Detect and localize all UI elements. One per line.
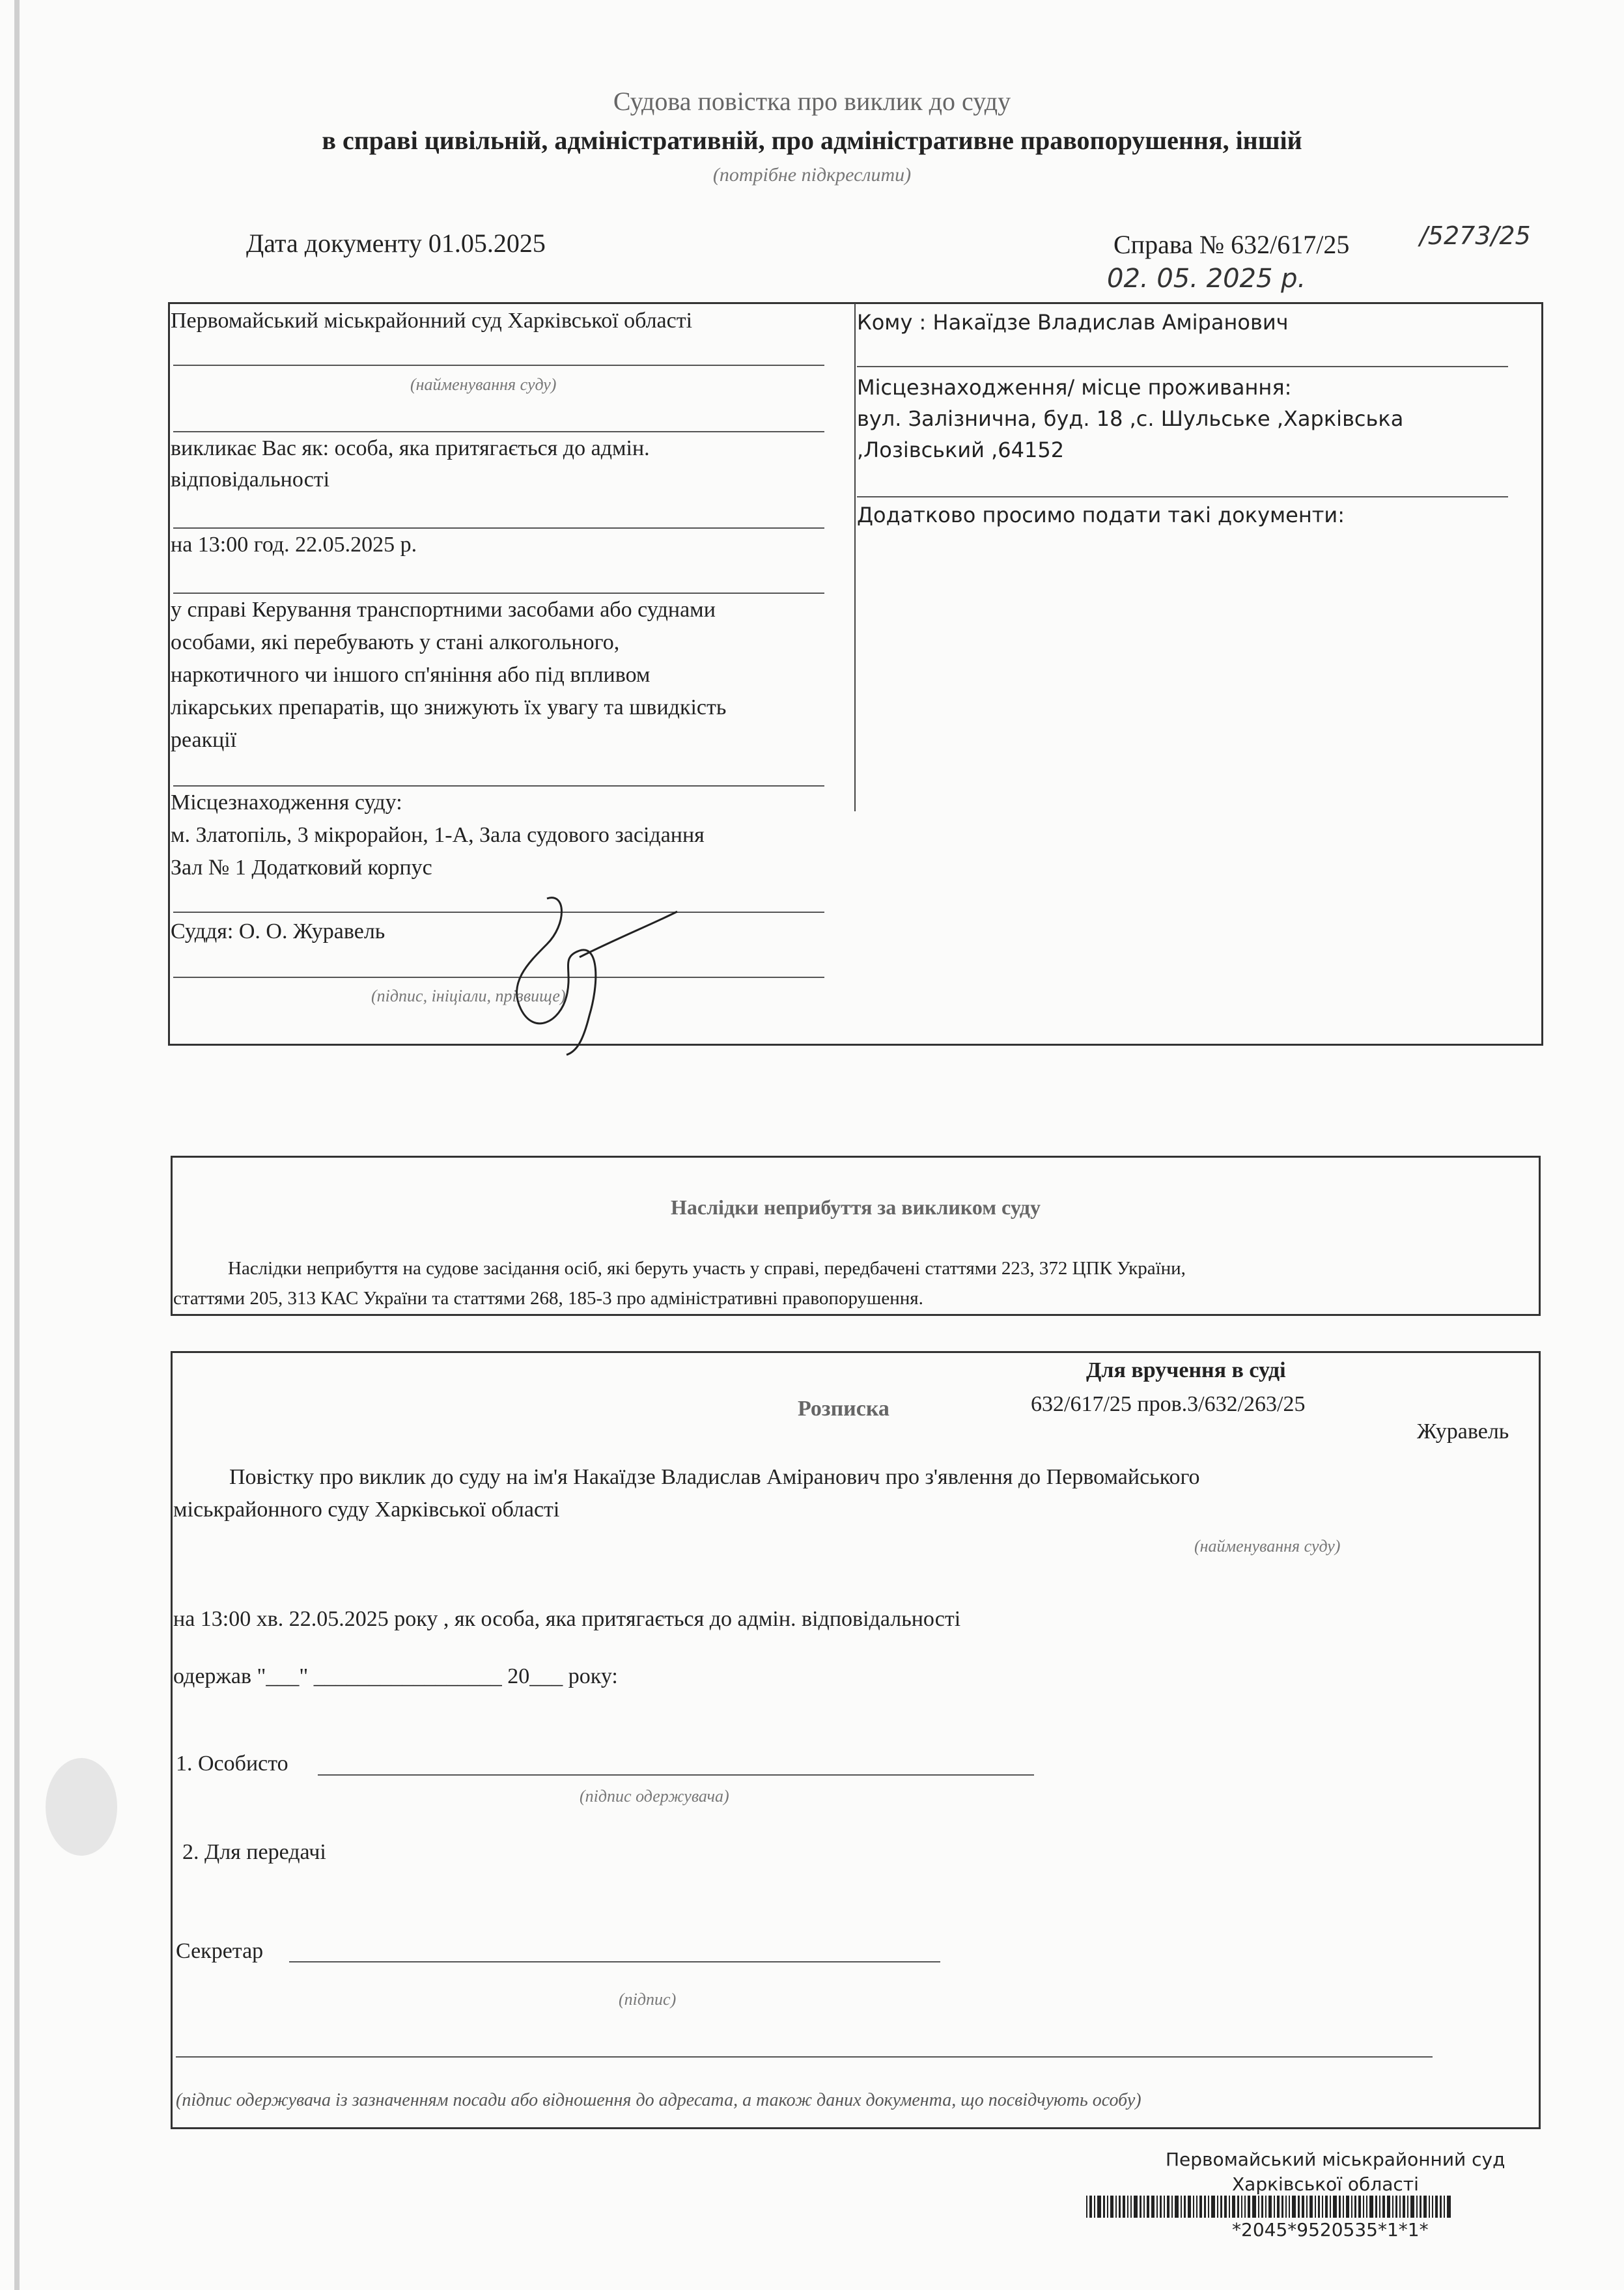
case-description-line-1: у справі Керування транспортними засобами або суднами [171, 598, 716, 622]
judge-surname: Журавель [1417, 1419, 1509, 1444]
receipt-case-reference: 632/617/25 пров.3/632/263/25 [1031, 1392, 1306, 1416]
case-description-line-2: особами, які перебувають у стані алкогольного, [171, 630, 620, 654]
divider [173, 527, 824, 529]
document-title: Судова повістка про виклик до суду [613, 87, 1011, 116]
divider [857, 496, 1508, 497]
court-location-line-1: м. Златопіль, 3 мікрорайон, 1-А, Зала судового засідання [171, 823, 705, 847]
subtitle-hint: (потрібне підкреслити) [712, 164, 912, 186]
recipient-name: Кому : Накаїдзе Владислав Аміранович [857, 310, 1289, 335]
divider [176, 2056, 1433, 2058]
barcode-number: *2045*9520535*1*1* [1232, 2219, 1429, 2241]
signature-line [318, 1774, 1034, 1776]
scan-edge [14, 0, 20, 2290]
divider [173, 365, 824, 366]
column-divider [854, 303, 856, 811]
summons-role-line-1: викликає Вас як: особа, яка притягається до адмін. [171, 436, 650, 460]
receipt-received-date: одержав "___" _________________ 20___ року: [173, 1664, 618, 1688]
summons-role-line-2: відповідальності [171, 468, 330, 492]
address-line-2: ,Лозівський ,64152 [857, 438, 1065, 462]
address-label: Місцезнаходження/ місце проживання: [857, 375, 1292, 400]
address-line-1: вул. Залізнична, буд. 18 ,с. Шульське ,Харківська [857, 406, 1404, 431]
divider [173, 593, 824, 594]
court-location-line-2: Зал № 1 Додатковий корпус [171, 856, 432, 880]
handwritten-case-number: /5273/25 [1420, 221, 1531, 250]
secretary-label: Секретар [176, 1939, 264, 1963]
case-description-line-4: лікарських препаратів, що знижують їх увагу та швидкість [171, 695, 727, 719]
judge-name: Суддя: О. О. Журавель [171, 919, 385, 943]
case-description-line-5: реакції [171, 728, 237, 752]
consequences-line-2: статтями 205, 313 КАС України та статтями 268, 185-3 про адміністративні правопорушення. [173, 1288, 923, 1309]
document-date: Дата документу 01.05.2025 [246, 229, 546, 258]
receipt-for-transfer: 2. Для передачі [182, 1840, 326, 1864]
barcode [1086, 2196, 1453, 2218]
receipt-footer-hint: (підпис одержувача із зазначенням посади або відношення до адресата, а також даних документа, що посвідчують особу) [176, 2090, 1141, 2110]
punch-hole [46, 1758, 117, 1856]
court-name: Первомайський міськрайонний суд Харківської області [171, 309, 693, 333]
receipt-label: Розписка [798, 1397, 889, 1421]
court-location-label: Місцезнаходження суду: [171, 790, 402, 815]
receipt-text-line-2: міськрайонного суду Харківської області [173, 1498, 560, 1522]
signature-line [289, 1961, 940, 1962]
additional-documents-label: Додатково просимо подати такі документи: [857, 503, 1345, 527]
court-stamp-line-1: Первомайський міськрайонний суд [1166, 2149, 1505, 2170]
case-number: Справа № 632/617/25 [1113, 230, 1350, 259]
receipt-court-hint: (найменування суду) [1194, 1537, 1341, 1556]
receipt-text-line-1: Повістку про виклик до суду на ім'я Накаїдзе Владислав Аміранович про з'явлення до Первомайського [229, 1465, 1200, 1489]
receipt-personally: 1. Особисто [176, 1752, 288, 1776]
divider [173, 431, 824, 432]
for-court-delivery: Для вручення в суді [1086, 1358, 1286, 1382]
judge-signature [469, 886, 690, 1061]
hearing-time: на 13:00 год. 22.05.2025 р. [171, 533, 417, 557]
recipient-signature-hint: (підпис одержувача) [580, 1787, 729, 1806]
secretary-signature-hint: (підпис) [619, 1990, 677, 2009]
court-stamp-line-2: Харківської області [1232, 2173, 1419, 2195]
case-description-line-3: наркотичного чи іншого сп'яніння або під впливом [171, 663, 651, 687]
consequences-line-1: Наслідки неприбуття на судове засідання осіб, які беруть участь у справі, передбачені статтями 223, 372 ЦПК України, [228, 1258, 1186, 1279]
document-subtitle: в справі цивільній, адміністративній, про адміністративне правопорушення, іншій [322, 126, 1302, 155]
consequences-title: Наслідки неприбуття за викликом суду [671, 1195, 1041, 1219]
court-name-hint: (найменування суду) [410, 375, 557, 394]
handwritten-date: 02. 05. 2025 р. [1107, 264, 1306, 294]
divider [857, 366, 1508, 367]
signature-hint: (підпис, ініціали, прізвище) [371, 986, 566, 1005]
receipt-hearing-time: на 13:00 хв. 22.05.2025 року , як особа, яка притягається до адмін. відповідальності [173, 1607, 961, 1631]
divider [173, 785, 824, 787]
